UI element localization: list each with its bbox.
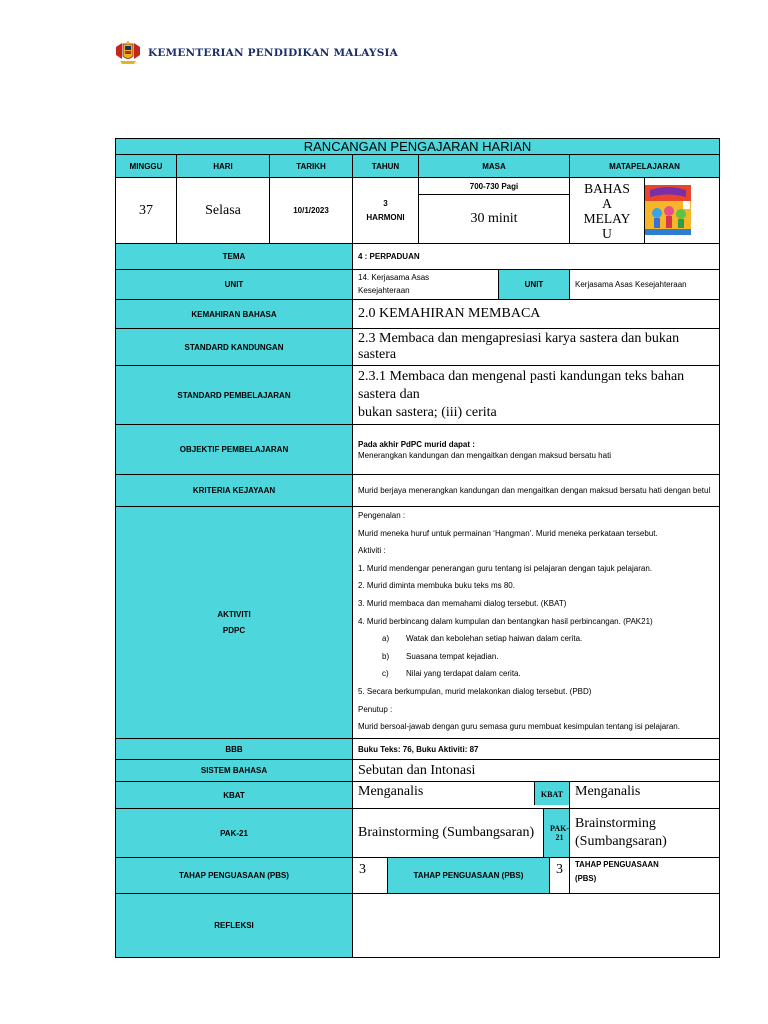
objektif-value <box>353 425 720 475</box>
tarikh-value: 10/1/2023 <box>270 178 353 244</box>
aktiviti-label <box>116 507 353 739</box>
objektif-line: Pada akhir PdPC murid dapat : <box>358 439 475 449</box>
sp-label: STANDARD PEMBELAJARAN <box>116 366 353 425</box>
pak-value-text: Brainstorming (Sumbangsaran) <box>353 809 544 857</box>
sk-value: 2.3 Membaca dan mengapresiasi karya sastera dan bukan sastera <box>353 329 720 366</box>
kbat-value-2: Menganalis <box>570 782 720 809</box>
subitem-marker: b) <box>382 651 390 661</box>
kriteria-label: KRITERIA KEJAYAAN <box>116 475 353 507</box>
subitem-text: Suasana tempat kejadian. <box>406 651 499 661</box>
unit-value-2: Kerjasama Asas Kesejahteraan <box>570 270 720 300</box>
crest-logo-icon <box>114 41 142 65</box>
unit-value-line: 14. Kerjasama Asas <box>358 273 430 282</box>
tahun-value <box>353 178 419 244</box>
refleksi-value[interactable] <box>353 894 720 958</box>
hari-value: Selasa <box>177 178 270 244</box>
objektif-label: OBJEKTIF PEMBELAJARAN <box>116 425 353 475</box>
aktiviti-subitem <box>358 665 714 683</box>
sp-value-line: bukan sastera; (iii) cerita <box>358 405 497 420</box>
tp-split <box>353 858 570 894</box>
col-tahun: TAHUN <box>353 155 419 178</box>
bbb-value: Buku Teks: 76, Buku Aktiviti: 87 <box>353 739 720 760</box>
minggu-value: 37 <box>116 178 177 244</box>
unit-value <box>353 270 499 299</box>
tp-value: 3 <box>353 858 388 893</box>
aktiviti-line: Pengenalan : <box>358 511 406 520</box>
ministry-name: KEMENTERIAN PENDIDIKAN MALAYSIA <box>148 47 398 59</box>
ministry-header <box>114 40 398 66</box>
col-minggu: MINGGU <box>116 155 177 178</box>
aktiviti-line: Penutup : <box>358 704 393 714</box>
pak-value-2 <box>570 809 720 858</box>
col-hari: HARI <box>177 155 270 178</box>
tp-label-3 <box>570 858 720 894</box>
aktiviti-line: Aktiviti : <box>358 546 386 556</box>
masa-duration: 30 minit <box>419 195 570 244</box>
aktiviti-line: Murid bersoal-jawab dengan guru semasa guru membuat kesimpulan tentang isi pelajaran. <box>358 722 680 732</box>
kbat-value-text: Menganalis <box>353 782 535 805</box>
subitem-text: Watak dan kebolehan setiap haiwan dalam cerita. <box>406 634 583 644</box>
sistem-value: Sebutan dan Intonasi <box>353 760 720 782</box>
textbook-cover-cell <box>645 178 720 244</box>
tahun-class: HARMONI <box>366 212 405 222</box>
sp-value-line: 2.3.1 Membaca dan mengenal pasti kandungan teks bahan sastera dan <box>358 369 685 402</box>
col-matapelajaran: MATAPELAJARAN <box>570 155 720 178</box>
aktiviti-line: 3. Murid membaca dan memahami dialog tersebut. (KBAT) <box>358 598 567 608</box>
tema-label: TEMA <box>116 244 353 270</box>
aktiviti-line: 4. Murid berbincang dalam kumpulan dan bentangkan hasil perbincangan. (PAK21) <box>358 616 653 626</box>
subject-name <box>570 178 645 244</box>
unit-split <box>353 270 570 300</box>
kemahiran-label: KEMAHIRAN BAHASA <box>116 300 353 329</box>
tp-label-3-line: TAHAP PENGUASAAN <box>575 860 659 869</box>
unit-label-2: UNIT <box>499 270 569 299</box>
aktiviti-line: Murid meneka huruf untuk permainan ‘Hangman’. Murid meneka perkataan tersebut. <box>358 528 658 538</box>
aktiviti-label-line: PDPC <box>222 625 246 635</box>
refleksi-label: REFLEKSI <box>116 894 353 958</box>
tema-value: 4 : PERPADUAN <box>353 244 720 270</box>
textbook-cover-image <box>645 185 691 235</box>
sistem-label: SISTEM BAHASA <box>116 760 353 782</box>
subitem-marker: c) <box>382 669 389 679</box>
bbb-label: BBB <box>116 739 353 760</box>
subitem-text: Nilai yang terdapat dalam cerita. <box>406 669 521 679</box>
tp-value-2: 3 <box>556 862 563 877</box>
unit-label: UNIT <box>116 270 353 300</box>
aktiviti-subitem <box>358 648 714 666</box>
tahun-number: 3 <box>383 198 388 208</box>
subject-line: MELAY <box>583 210 631 226</box>
plan-title: RANCANGAN PENGAJARAN HARIAN <box>116 139 720 155</box>
kemahiran-value: 2.0 KEMAHIRAN MEMBACA <box>353 300 720 329</box>
tp-label-3-line: (PBS) <box>575 874 597 883</box>
aktiviti-line: 1. Murid mendengar penerangan guru tentang isi pelajaran dengan tajuk pelajaran. <box>358 563 652 573</box>
pak-value-2-line: (Sumbangsaran) <box>575 834 667 849</box>
sk-label: STANDARD KANDUNGAN <box>116 329 353 366</box>
subject-line: A <box>602 195 612 211</box>
subject-line: U <box>602 225 612 241</box>
col-masa: MASA <box>419 155 570 178</box>
aktiviti-content <box>353 507 720 739</box>
tp-label: TAHAP PENGUASAAN (PBS) <box>116 858 353 894</box>
sp-value <box>353 366 720 425</box>
unit-value-line: Kesejahteraan <box>358 286 410 295</box>
col-tarikh: TARIKH <box>270 155 353 178</box>
pak-label-2: PAK-21 <box>544 809 569 857</box>
subitem-marker: a) <box>382 634 390 644</box>
kbat-label-2: KBAT <box>535 782 569 805</box>
masa-time: 700-730 Pagi <box>419 178 570 195</box>
pak-value <box>353 809 570 858</box>
subject-line: BAHAS <box>584 180 630 196</box>
objektif-line: Menerangkan kandungan dan mengaitkan dengan maksud bersatu hati <box>358 450 612 460</box>
kriteria-value: Murid berjaya menerangkan kandungan dan mengaitkan dengan maksud bersatu hati dengan betul <box>353 475 720 507</box>
lesson-plan-table <box>115 138 720 958</box>
kbat-value <box>353 782 570 809</box>
aktiviti-label-line: AKTIVITI <box>217 609 251 619</box>
tp-label-2: TAHAP PENGUASAAN (PBS) <box>388 858 550 893</box>
aktiviti-subitem <box>358 630 714 648</box>
pak-label: PAK-21 <box>116 809 353 858</box>
aktiviti-line: 2. Murid diminta membuka buku teks ms 80. <box>358 581 515 591</box>
kbat-label: KBAT <box>116 782 353 809</box>
pak-value-2-line: Brainstorming <box>575 816 656 831</box>
aktiviti-line: 5. Secara berkumpulan, murid melakonkan dialog tersebut. (PBD) <box>358 686 592 696</box>
